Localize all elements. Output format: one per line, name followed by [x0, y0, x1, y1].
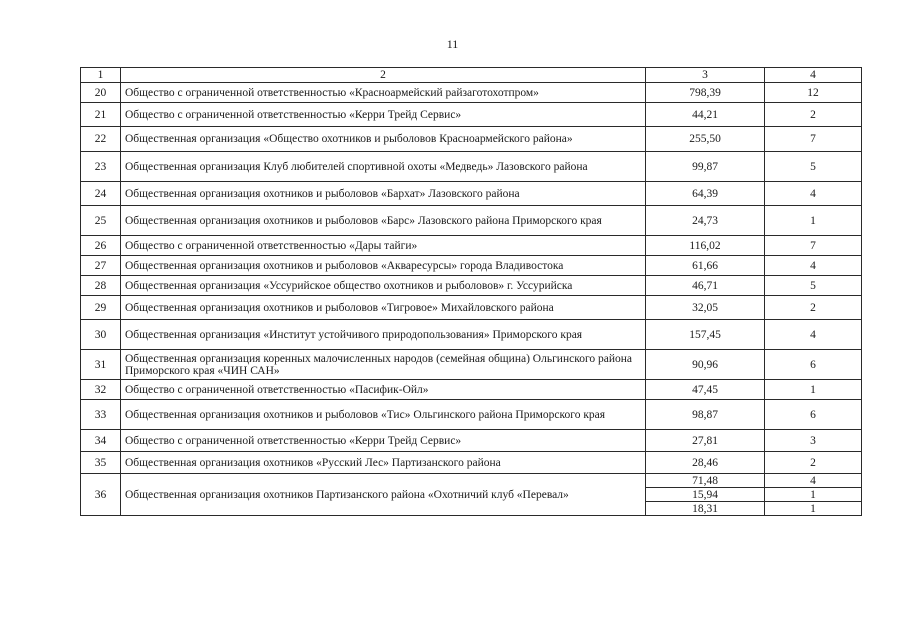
row-number: 21: [81, 103, 121, 127]
count-value: 4: [765, 256, 862, 276]
organization-name: Общественная организация «Уссурийское общество охотников и рыболовов» г. Уссурийска: [121, 276, 646, 296]
area-value: 99,87: [646, 152, 765, 182]
row-number: 28: [81, 276, 121, 296]
area-value: 44,21: [646, 103, 765, 127]
header-col-1: 1: [81, 68, 121, 83]
area-value: 18,31: [646, 502, 765, 516]
area-value: 46,71: [646, 276, 765, 296]
count-value: 12: [765, 83, 862, 103]
organization-name: Общество с ограниченной ответственностью «Дары тайги»: [121, 236, 646, 256]
count-value: 4: [765, 474, 862, 488]
table-row: [81, 400, 862, 430]
count-value: 4: [765, 182, 862, 206]
row-number: 29: [81, 296, 121, 320]
organization-name: Общественная организация охотников Партизанского района «Охотничий клуб «Перевал»: [121, 474, 646, 516]
count-value: 5: [765, 152, 862, 182]
area-value: 71,48: [646, 474, 765, 488]
organization-name: Общество с ограниченной ответственностью «Керри Трейд Сервис»: [121, 430, 646, 452]
organization-name: Общественная организация «Институт устойчивого природопользования» Приморского края: [121, 320, 646, 350]
table-row: [81, 320, 862, 350]
count-value: 7: [765, 127, 862, 152]
area-value: 798,39: [646, 83, 765, 103]
organization-name: Общественная организация коренных малочисленных народов (семейная община) Ольгинского района Приморского края «ЧИН САН»: [121, 350, 646, 380]
count-value: 1: [765, 488, 862, 502]
table-row: [81, 236, 862, 256]
organization-name: Общественная организация охотников «Русский Лес» Партизанского района: [121, 452, 646, 474]
table-row: [81, 430, 862, 452]
row-number: 20: [81, 83, 121, 103]
area-value: 90,96: [646, 350, 765, 380]
table-row: [81, 152, 862, 182]
area-value: 28,46: [646, 452, 765, 474]
count-value: 6: [765, 350, 862, 380]
organization-name: Общество с ограниченной ответственностью «Пасифик-Ойл»: [121, 380, 646, 400]
count-value: 1: [765, 380, 862, 400]
row-number: 32: [81, 380, 121, 400]
row-number: 35: [81, 452, 121, 474]
organization-name: Общественная организация охотников и рыболовов «Тис» Ольгинского района Приморского края: [121, 400, 646, 430]
count-value: 7: [765, 236, 862, 256]
row-number: 27: [81, 256, 121, 276]
table-row: [81, 83, 862, 103]
table-row: [81, 296, 862, 320]
organization-name: Общественная организация «Общество охотников и рыболовов Красноармейского района»: [121, 127, 646, 152]
row-number: 36: [81, 474, 121, 516]
row-number: 25: [81, 206, 121, 236]
area-value: 47,45: [646, 380, 765, 400]
count-value: 1: [765, 206, 862, 236]
page-number: 11: [446, 37, 459, 51]
count-value: 4: [765, 320, 862, 350]
area-value: 15,94: [646, 488, 765, 502]
count-value: 6: [765, 400, 862, 430]
organization-name: Общественная организация охотников и рыболовов «Барс» Лазовского района Приморского края: [121, 206, 646, 236]
header-col-4: 4: [765, 68, 862, 83]
row-number: 26: [81, 236, 121, 256]
table-row: [81, 474, 862, 488]
header-col-3: 3: [646, 68, 765, 83]
row-number: 33: [81, 400, 121, 430]
area-value: 24,73: [646, 206, 765, 236]
row-number: 34: [81, 430, 121, 452]
count-value: 2: [765, 103, 862, 127]
count-value: 3: [765, 430, 862, 452]
table-row: [81, 256, 862, 276]
area-value: 64,39: [646, 182, 765, 206]
row-number: 23: [81, 152, 121, 182]
organization-name: Общественная организация охотников и рыболовов «Тигровое» Михайловского района: [121, 296, 646, 320]
count-value: 2: [765, 296, 862, 320]
row-number: 22: [81, 127, 121, 152]
count-value: 2: [765, 452, 862, 474]
area-value: 98,87: [646, 400, 765, 430]
organization-name: Общественная организация Клуб любителей спортивной охоты «Медведь» Лазовского района: [121, 152, 646, 182]
area-value: 116,02: [646, 236, 765, 256]
count-value: 5: [765, 276, 862, 296]
area-value: 157,45: [646, 320, 765, 350]
table-row: [81, 103, 862, 127]
count-value: 1: [765, 502, 862, 516]
organization-name: Общественная организация охотников и рыболовов «Бархат» Лазовского района: [121, 182, 646, 206]
table-row: [81, 380, 862, 400]
table-row: [81, 276, 862, 296]
area-value: 27,81: [646, 430, 765, 452]
table-row: [81, 350, 862, 380]
organization-name: Общественная организация охотников и рыболовов «Акваресурсы» города Владивостока: [121, 256, 646, 276]
table-row: [81, 182, 862, 206]
organization-name: Общество с ограниченной ответственностью «Керри Трейд Сервис»: [121, 103, 646, 127]
area-value: 32,05: [646, 296, 765, 320]
table-row: [81, 206, 862, 236]
table-header-row: [81, 68, 862, 83]
header-col-2: 2: [121, 68, 646, 83]
area-value: 255,50: [646, 127, 765, 152]
table-row: [81, 127, 862, 152]
hunting-grounds-table: [80, 67, 862, 516]
table-row: [81, 452, 862, 474]
row-number: 30: [81, 320, 121, 350]
organization-name: Общество с ограниченной ответственностью «Красноармейский райзаготохотпром»: [121, 83, 646, 103]
row-number: 31: [81, 350, 121, 380]
area-value: 61,66: [646, 256, 765, 276]
row-number: 24: [81, 182, 121, 206]
